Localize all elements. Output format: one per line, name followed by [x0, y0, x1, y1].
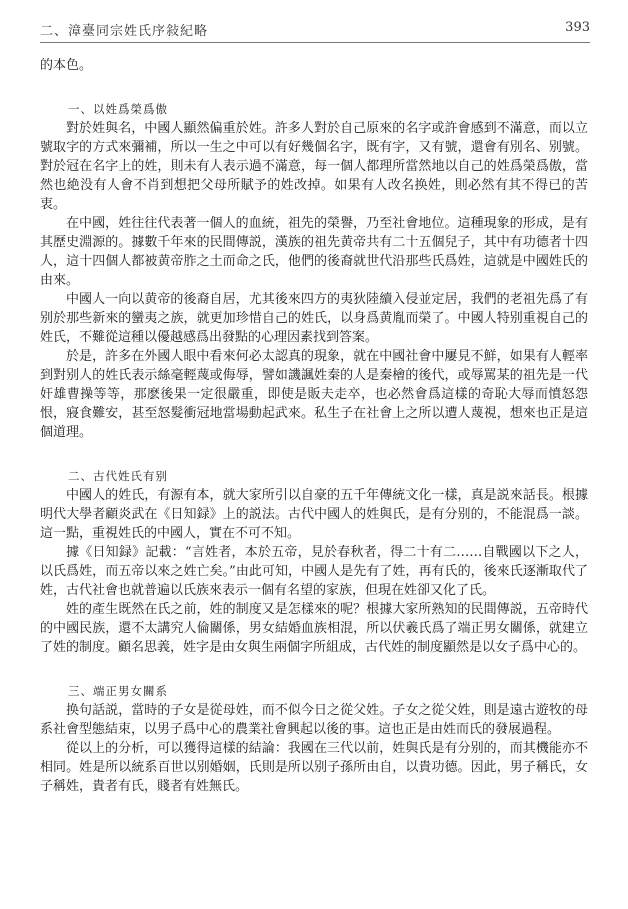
paragraph: 姓的產生既然在氏之前，姓的制度又是怎樣來的呢？根據大家所熟知的民間傳説，五帝時代的中國民族，還不太講究人倫關係，男女結婚血族相混，所以伏羲氏爲了端正男女關係，就建立了姓的制度。顧名思義，姓字是由女與生兩個字所組成，古代姓的制度顯然是以女子爲中心的。 — [40, 602, 588, 655]
section-heading-3: 三、端正男女關系 — [68, 684, 168, 698]
paragraph: 於是，許多在外國人眼中看來何必太認真的現象，就在中國社會中屢見不鮮，如果有人輕率到對别人的姓氏表示絲毫輕蔑或侮辱，譬如譏諷姓秦的人是秦檜的後代，或辱罵某的祖先是一代奸雄曹操等等，那麽後果一定很嚴重，即使是販夫走卒，也必然會爲這樣的奇恥大辱而憤怒怨恨，寢食難安，甚至怒髮衝冠地當場動起武來。私生子在社會上之所以遭人蔑視，想來也正是這個道理。 — [40, 349, 588, 440]
running-title: 二、漳臺同宗姓氏序敍紀略 — [40, 24, 209, 39]
page-number: 393 — [565, 20, 590, 35]
paragraph: 中國人一向以黄帝的後裔自居，尤其後來四方的夷狄陸續入侵並定居，我們的老祖先爲了有别於那些新來的蠻夷之族，就更加珍惜自己的姓氏，以身爲黄胤而榮了。中國人特别重視自己的姓氏，不難從這種以優越感爲出發點的心理因素找到答案。 — [40, 292, 588, 345]
paragraph: 换句話説，當時的子女是從母姓，而不似今日之從父姓。子女之從父姓，則是遠古遊牧的母系社會型態結束，以男子爲中心的農業社會興起以後的事。這也正是由姓而氏的發展過程。 — [40, 703, 588, 737]
paragraph: 中國人的姓氏，有源有本，就大家所引以自豪的五千年傳統文化一樣，真是説來話長。根據明代大學者顧炎武在《日知録》上的説法。古代中國人的姓與氏，是有分别的，不能混爲一談。這一點，重視姓氏的中國人，實在不可不知。 — [40, 488, 588, 541]
section-heading-2: 二、古代姓氏有别 — [68, 469, 168, 483]
page-header — [40, 16, 590, 43]
intro-text: 的本色。 — [40, 58, 93, 73]
paragraph: 在中國，姓往往代表著一個人的血統，祖先的榮譽，乃至社會地位。這種現象的形成，是有其歷史淵源的。據數千年來的民間傳説，漢族的祖先黄帝共有二十五個兒子，其中有功德者十四人，這十四個人都被黄帝胙之土而命之氏，他們的後裔就世代沿那些氏爲姓，這就是中國姓氏的由來。 — [40, 216, 588, 288]
paragraph: 據《日知録》記載：“言姓者，本於五帝，見於春秋者，得二十有二……自戰國以下之人，以氏爲姓，而五帝以來之姓亡矣。”由此可知，中國人是先有了姓，再有氏的，後來氏逐漸取代了姓，古代社會也就普遍以氏族來表示一個有名望的家族，但現在姓卻又化了氏。 — [40, 545, 588, 598]
page-body — [40, 56, 588, 796]
paragraph: 對於姓與名，中國人顯然偏重於姓。許多人對於自己原來的名字或許會感到不滿意，而以立號取字的方式來彌補，所以一生之中可以有好幾個名字，既有字，又有號，還會有別名、别號。對於冠在名字上的姓，則未有人表示過不滿意，每一個人都理所當然地以自己的姓爲榮爲傲，當然也絶没有人會不肖到想把父母所賦予的姓改掉。如果有人改名换姓，則必然有其不得已的苦衷。 — [40, 121, 588, 212]
section-heading-1: 一、以姓爲榮爲傲 — [68, 102, 168, 116]
paragraph: 從以上的分析，可以獲得這樣的結論：我國在三代以前，姓與氏是有分别的，而其機能亦不相同。姓是所以統系百世以别婚姻，氏則是所以别子孫所由自，以貴功德。因此，男子稱氏，女子稱姓，貴者有氏，賤者有姓無氏。 — [40, 741, 588, 794]
